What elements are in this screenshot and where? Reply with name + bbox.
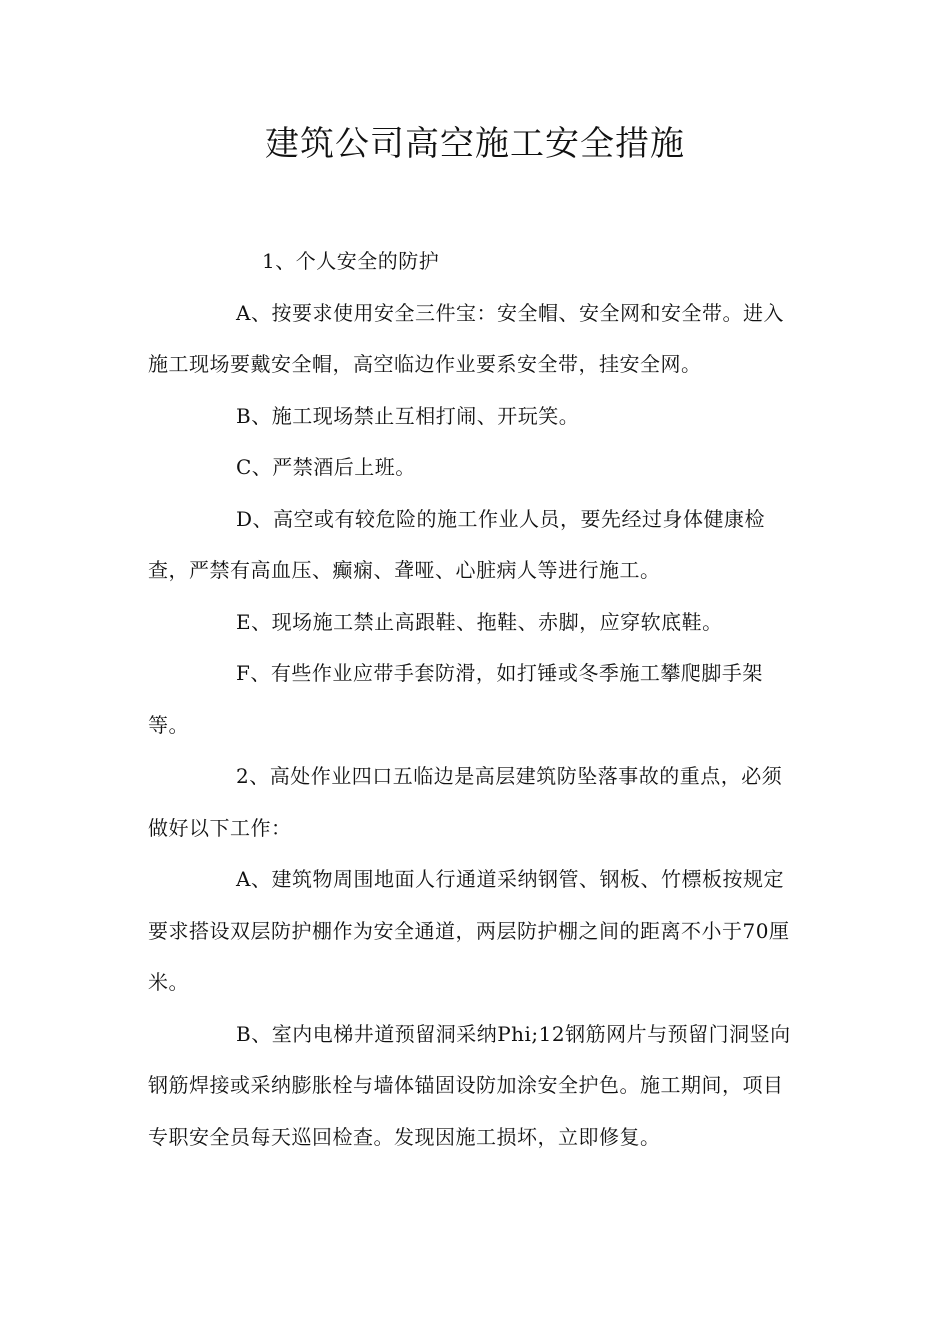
paragraph-a-safety-gear: A、按要求使用安全三件宝：安全帽、安全网和安全带。进入施工现场要戴安全帽，高空临边作业要系安全带，挂安全网。: [148, 300, 784, 376]
paragraph-e-footwear: E、现场施工禁止高跟鞋、拖鞋、赤脚，应穿软底鞋。: [236, 609, 723, 634]
paragraph-b-elevator-shaft: B、室内电梯井道预留洞采纳Phi;12钢筋网片与预留门洞竖向钢筋焊接或采纳膨胀栓与墙体锚固设防加涂安全护色。施工期间，项目专职安全员每天巡回检查。发现因施工损坏，立即修复。: [148, 1021, 791, 1149]
paragraph-c-no-alcohol: C、严禁酒后上班。: [236, 455, 416, 479]
page-title: 建筑公司高空施工安全措施: [265, 124, 685, 164]
paragraph-b-no-horseplay: B、施工现场禁止互相打闹、开玩笑。: [236, 403, 580, 428]
document-body: [148, 236, 802, 1163]
paragraph-f-gloves: F、有些作业应带手套防滑，如打锤或冬季施工攀爬脚手架等。: [148, 661, 763, 737]
section-heading-high-work: 2、高处作业四口五临边是高层建筑防坠落事故的重点，必须做好以下工作：: [148, 764, 783, 840]
paragraph-a-protective-shed: A、建筑物周围地面人行通道采纳钢管、钢板、竹標板按规定要求搭设双层防护棚作为安全通道，两层防护棚之间的距离不小于70厘米。: [148, 867, 790, 994]
paragraph-d-health-check: D、高空或有较危险的施工作业人员，要先经过身体健康检查，严禁有高血压、癫痫、聋哑、心脏病人等进行施工。: [148, 506, 766, 582]
section-heading-personal-protection: 1、个人安全的防护: [262, 249, 440, 273]
